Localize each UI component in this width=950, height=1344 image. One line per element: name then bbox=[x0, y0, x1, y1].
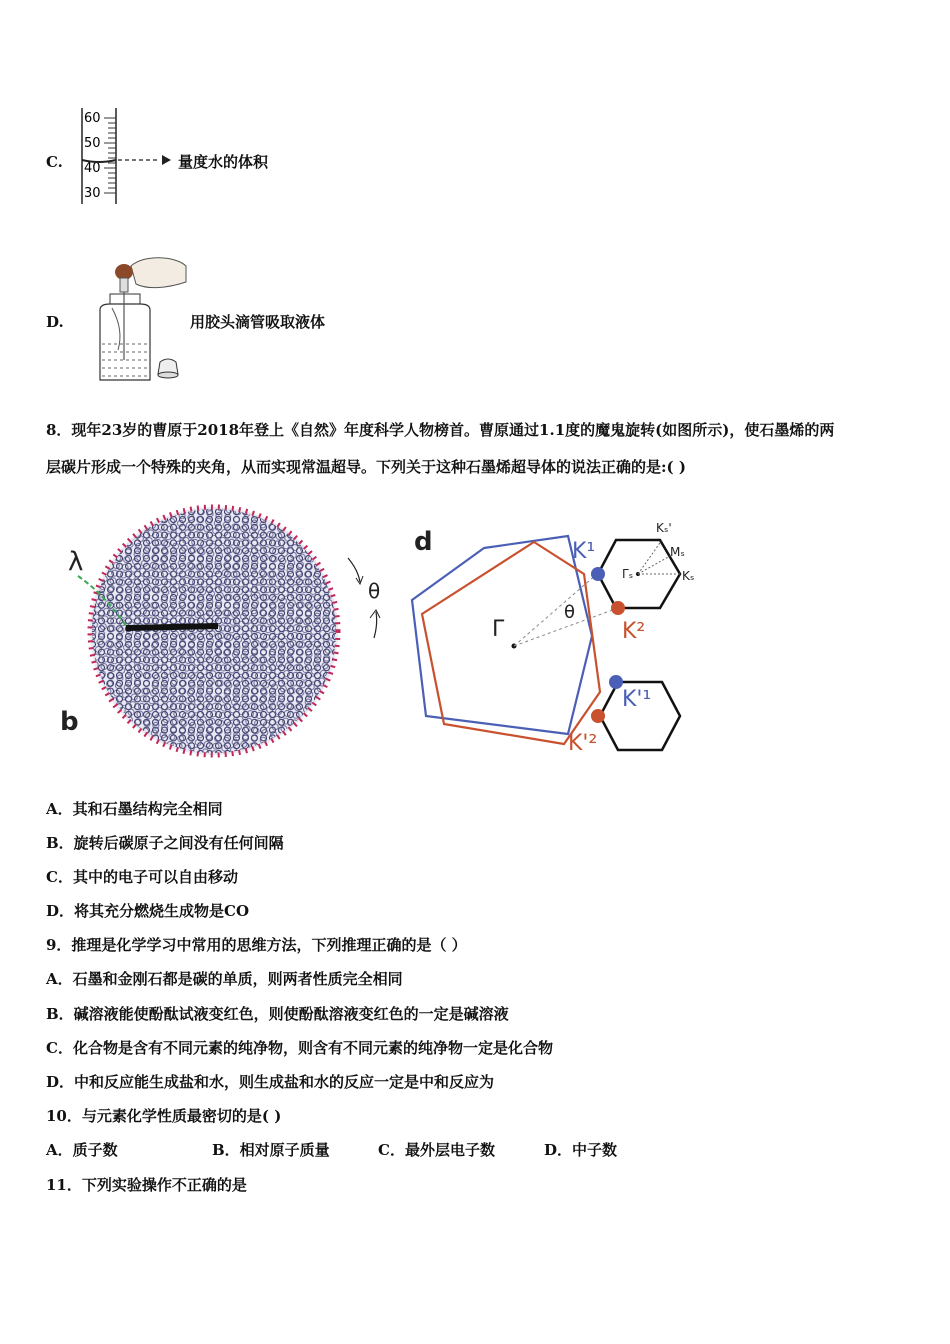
kp1-dot bbox=[609, 675, 623, 689]
option-d-caption: 用胶头滴管吸取液体 bbox=[190, 313, 326, 331]
tick-label: 40 bbox=[84, 161, 101, 176]
k1-label: K¹ bbox=[572, 539, 596, 564]
ms-label: Mₛ bbox=[670, 545, 685, 559]
theta-label: θ bbox=[368, 579, 381, 603]
figure-d-brillouin bbox=[404, 506, 704, 766]
kp2-dot bbox=[591, 709, 605, 723]
q9-option-b: B．碱溶液能使酚酞试液变红色，则使酚酞溶液变红色的一定是碱溶液 bbox=[46, 1005, 509, 1023]
q8-stem-line2: 层碳片形成一个特殊的夹角，从而实现常温超导。下列关于这种石墨烯超导体的说法正确的是:( ) bbox=[46, 458, 686, 476]
q9-stem: 9．推理是化学学习中常用的思维方法，下列推理正确的是（ ） bbox=[46, 936, 467, 954]
kp1-label: K'¹ bbox=[622, 687, 652, 712]
q10-options bbox=[46, 1140, 617, 1160]
q10-stem: 10．与元素化学性质最密切的是( ) bbox=[46, 1107, 282, 1125]
q8-option-d: D．将其充分燃烧生成物是CO bbox=[46, 902, 250, 920]
q10-option-b: B．相对原子质量 bbox=[212, 1141, 330, 1159]
gamma-s-label: Γₛ bbox=[622, 567, 634, 581]
k1-dot bbox=[591, 567, 605, 581]
q9-option-a: A．石墨和金刚石都是碳的单质，则两者性质完全相同 bbox=[46, 970, 403, 988]
tick-label: 30 bbox=[84, 186, 101, 201]
k2-dot bbox=[611, 601, 625, 615]
q11-stem: 11．下列实验操作不正确的是 bbox=[46, 1176, 247, 1194]
ks-label: Kₛ bbox=[682, 569, 695, 583]
q10-option-d: D．中子数 bbox=[544, 1141, 618, 1159]
q8-stem-line1: 8．现年23岁的曹原于2018年登上《自然》年度科学人物榜首。曹原通过1.1度的魔鬼旋转(如图所示)，使石墨烯的两 bbox=[46, 421, 835, 439]
q8-option-b: B．旋转后碳原子之间没有任何间隔 bbox=[46, 834, 284, 852]
eye-icon bbox=[162, 155, 171, 165]
kp2-label: K'² bbox=[568, 731, 598, 756]
ks-prime-label: Kₛ' bbox=[656, 521, 672, 535]
option-c-label: C. bbox=[46, 153, 63, 171]
panel-d-label: d bbox=[414, 527, 433, 557]
option-c-caption: 量度水的体积 bbox=[178, 153, 269, 171]
graduated-cylinder-figure bbox=[76, 104, 186, 208]
gamma-label: Γ bbox=[492, 617, 505, 642]
q9-option-d: D．中和反应能生成盐和水，则生成盐和水的反应一定是中和反应为 bbox=[46, 1073, 495, 1091]
q8-option-a: A．其和石墨结构完全相同 bbox=[46, 800, 223, 818]
dropper-bottle-figure bbox=[96, 250, 188, 384]
lambda-label: λ bbox=[68, 547, 84, 577]
theta-d-label: θ bbox=[564, 602, 576, 623]
panel-b-label: b bbox=[60, 707, 79, 737]
tick-label: 60 bbox=[84, 111, 101, 126]
tick-label: 50 bbox=[84, 136, 101, 151]
q8-option-c: C．其中的电子可以自由移动 bbox=[46, 868, 238, 886]
figure-b-moire bbox=[52, 500, 402, 770]
q9-option-c: C．化合物是含有不同元素的纯净物，则含有不同元素的纯净物一定是化合物 bbox=[46, 1039, 553, 1057]
q10-option-c: C．最外层电子数 bbox=[378, 1141, 495, 1159]
q10-option-a: A．质子数 bbox=[46, 1141, 118, 1159]
k2-label: K² bbox=[622, 619, 646, 644]
option-d-label: D. bbox=[46, 313, 64, 331]
